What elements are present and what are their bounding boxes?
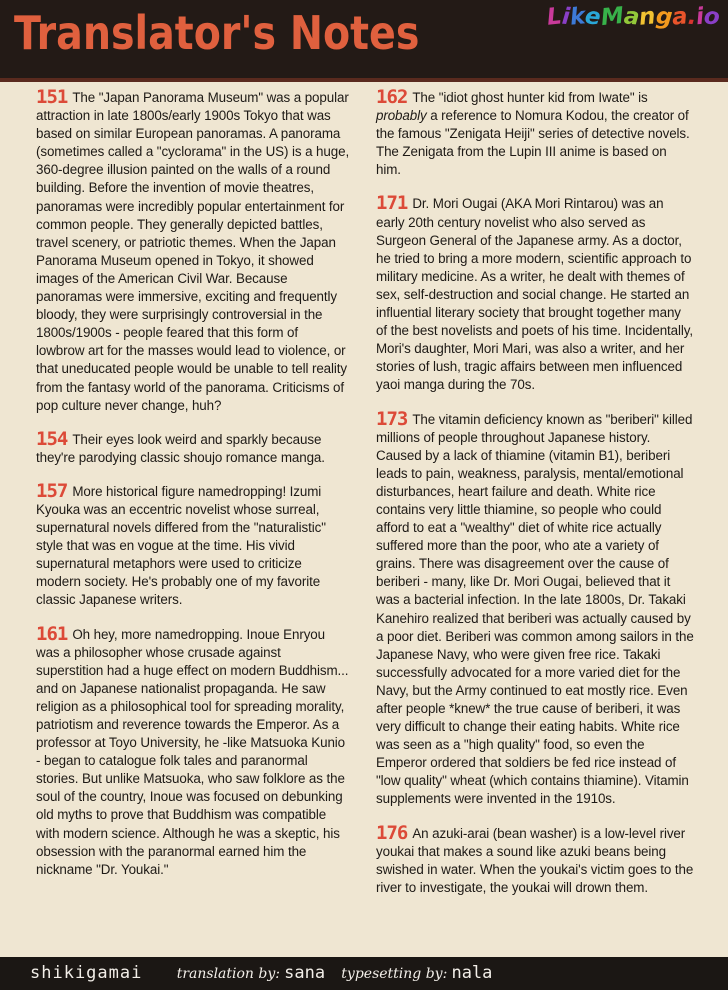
note-number: 176 [376, 821, 408, 844]
note-text: Dr. Mori Ougai (AKA Mori Rintarou) was an early 20th century novelist who also served as Surgeon General of the Japanese army. As a doctor, he tried to bring a more modern, scientific approach to military medicine. As a writer, he dealt with themes of sex, self-destruction and social change. He started an influential literary society that brought together many of the best novelists and poets of his time. Incidentally, Mori's daughter, Mori Mari, was also a writer, and her stories of lush, tragic affairs between men influenced yaoi manga during the 70s. [376, 196, 693, 393]
watermark-letter: k [568, 3, 587, 31]
notes-column-left [36, 88, 350, 894]
note-151 [36, 88, 350, 415]
note-text: Oh hey, more namedropping. Inoue Enryou was a philosopher whose crusade against superstition had a huge effect on modern Buddhism... and on Japanese nationalist propaganda. He saw religion as a philosophical tool for spreading morality, patriotism and reverence towards the Emperor. As a professor at Toyo University, he -like Matsuoka Kunio - began to catalogue folk tales and paranormal stories. But unlike Matsuoka, who saw folklore as the soul of the country, Inoue was focused on debunking old myths to prove that Buddhism was compatible with modern science. Although he was a skeptic, his obsession with the paranormal earned him the nickname "Dr. Youkai." [36, 626, 349, 877]
watermark-letter: o [703, 3, 722, 31]
watermark-letter: i [694, 3, 706, 31]
notes-column-right [376, 88, 694, 912]
group-name: shikigamai [30, 963, 143, 983]
watermark-letter: a [622, 3, 641, 31]
note-171 [376, 194, 694, 394]
watermark-letter: L [545, 3, 564, 31]
watermark-letter: n [637, 3, 657, 31]
note-154 [36, 427, 350, 467]
typesetting-label: typesetting by: [341, 966, 448, 982]
page-title: Translator's Notes [14, 6, 420, 60]
watermark-letter: e [584, 3, 602, 31]
watermark-letter: g [654, 3, 674, 31]
note-text: More historical figure namedropping! Izumi Kyouka was an eccentric novelist whose surreal, supernatural novels differed from the "naturalistic" style that was en vogue at the time. His vivid supernatural metaphors were used to criticize modern society. He's probably one of my favorite classic Japanese writers. [36, 483, 326, 608]
watermark-logo [547, 4, 720, 30]
note-text: The "Japan Panorama Museum" was a popular attraction in late 1800s/early 1900s Tokyo that was based on similar European panoramas. A panorama (sometimes called a "cyclorama" in the US) is a huge, 360-degree illusion painted on the walls of a round building. Before the invention of movie theatres, panoramas were incredibly popular entertainment for common people. They generally depicted battles, travel scenery, or patriotic themes. When the Japan Panorama Museum opened in Tokyo, it showed images of the American Civil War. Because panoramas were immersive, exciting and frequently bloody, they were surprisingly controversial in the 1800s/1900s - people feared that this form of lowbrow art for the masses would lead to violence, or that uneducated people would be unable to tell reality from the fantasy world of the panorama. Criticisms of pop culture never change, huh? [36, 90, 350, 413]
typesetter-name: nala [451, 963, 493, 983]
note-number: 154 [36, 427, 68, 450]
watermark-letter: i [560, 3, 571, 31]
note-text: An azuki-arai (bean washer) is a low-level river youkai that makes a sound like azuki beans being swished in water. When the youkai's victim goes to the river to investigate, the youkai will drown them. [376, 825, 694, 895]
note-number: 162 [376, 86, 408, 108]
note-emphasis: probably [376, 108, 427, 124]
note-number: 161 [36, 622, 68, 645]
watermark-letter: . [686, 3, 698, 31]
credits-footer [0, 957, 728, 990]
note-number: 151 [36, 86, 68, 108]
note-text: The vitamin deficiency known as "beriberi" killed millions of people throughout Japanese history. Caused by a lack of thiamine (vitamin B1), beriberi leads to pain, weakness, paralysis, mental/emotional disturbances, heart failure and death. White rice contains very little thiamine, so people who could afford to eat a "wealthy" diet of white rice actually suffered more than the poor, who ate a variety of grains. There was disagreement over the cause of beriberi - many, like Dr. Mori Ougai, believed that it was a bacterial infection. In the late 1800s, Dr. Takaki Kanehiro realized that beriberi was actually caused by a poor diet. Beriberi was common among sailors in the Japanese Navy, who were given free rice. Takaki successfully advocated for a more varied diet for the Navy, but the Army continued to eat mostly rice. Even after people *knew* the true cause of beriberi, it was very difficult to change their eating habits. White rice was seen as a "high quality" food, so even the Emperor ordered that soldiers be fed rice instead of "low quality" wheat (which contains thiamine). Vitamin supplements were invented in the 1910s. [376, 411, 694, 807]
note-text: Their eyes look weird and sparkly because they're parodying classic shoujo romance manga. [36, 431, 325, 465]
note-162 [376, 88, 694, 179]
note-text: The "idiot ghost hunter kid from Iwate" is [412, 90, 648, 105]
note-text: a reference to Nomura Kodou, the creator of the famous "Zenigata Heiji" series of detective novels. The Zenigata from the Lupin III anime is based on him. [376, 108, 690, 178]
note-161 [36, 622, 350, 879]
note-number: 157 [36, 479, 68, 502]
note-176 [376, 821, 694, 897]
watermark-letter: M [599, 2, 625, 32]
note-number: 173 [376, 407, 408, 430]
header-divider [0, 78, 728, 82]
note-173 [376, 407, 694, 809]
note-number: 171 [376, 192, 408, 215]
translation-label: translation by: [176, 966, 280, 982]
note-157 [36, 479, 350, 610]
watermark-letter: a [670, 3, 689, 31]
translator-name: sana [284, 963, 326, 983]
header-bar [0, 0, 728, 78]
